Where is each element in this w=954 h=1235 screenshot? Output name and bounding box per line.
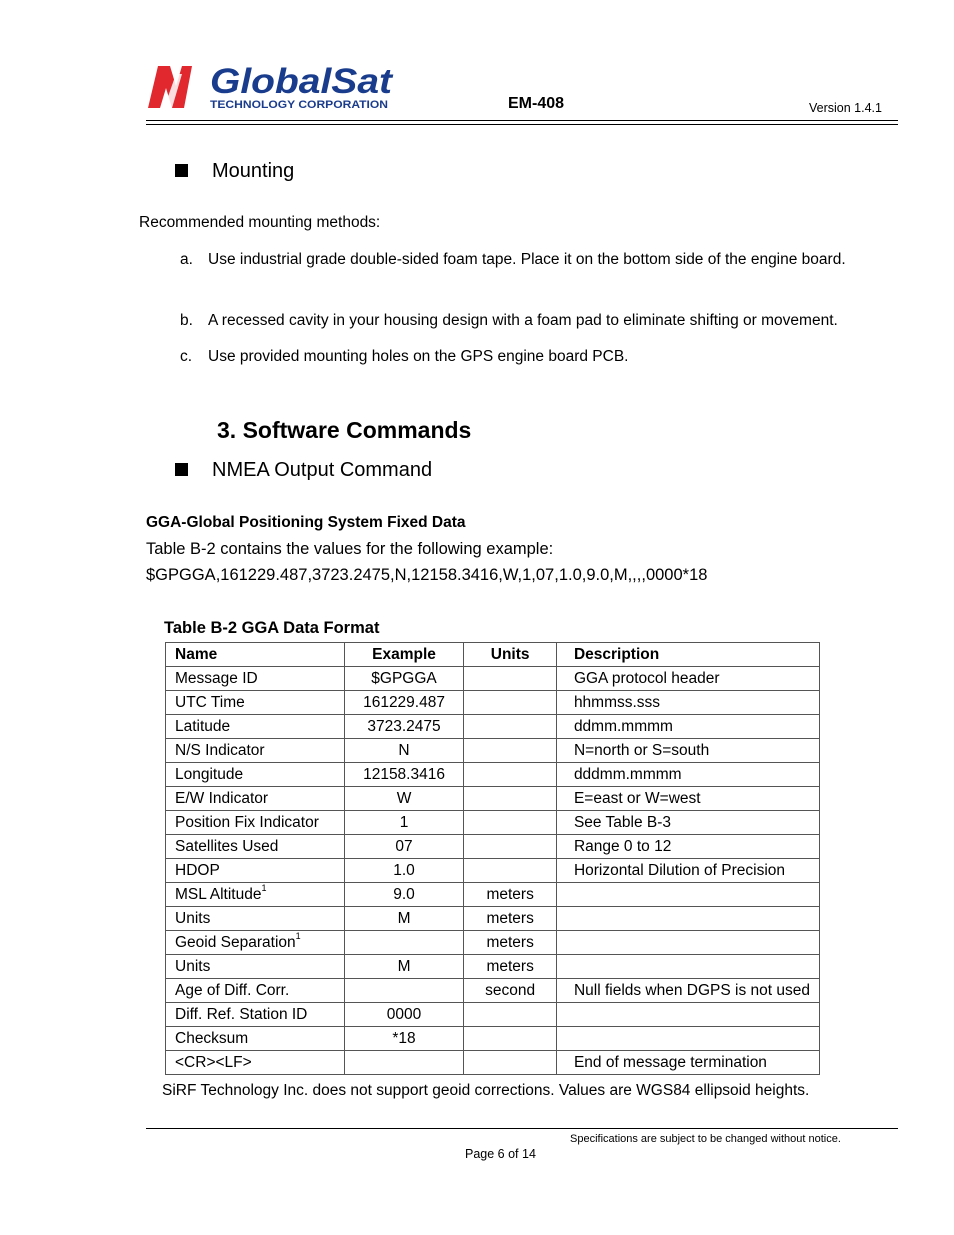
cell-name-text: Units — [175, 957, 211, 975]
gga-example: $GPGGA,161229.487,3723.2475,N,12158.3416,W,1,07,1.0,9.0,M,,,,0000*18 — [146, 566, 708, 584]
table-row — [166, 763, 820, 787]
cell-description: Horizontal Dilution of Precision — [556, 859, 819, 883]
cell-units — [464, 859, 557, 883]
table-row — [166, 1027, 820, 1051]
cell-name-text: Units — [175, 909, 211, 927]
cell-description: See Table B-3 — [556, 811, 819, 835]
cell-name-text: Position Fix Indicator — [175, 813, 319, 831]
list-item — [180, 247, 860, 273]
table-row — [166, 1051, 820, 1075]
cell-name-text: Longitude — [175, 765, 244, 783]
cell-name — [166, 835, 345, 859]
cell-name — [166, 763, 345, 787]
cell-name — [166, 667, 345, 691]
cell-description — [556, 955, 819, 979]
col-header-description: Description — [556, 643, 819, 667]
cell-units — [464, 691, 557, 715]
cell-name-text: <CR><LF> — [175, 1053, 252, 1071]
cell-units — [464, 715, 557, 739]
cell-description: hhmmss.sss — [556, 691, 819, 715]
footnote-marker: 1 — [261, 882, 267, 893]
cell-description — [556, 883, 819, 907]
square-bullet-icon — [175, 463, 188, 476]
cell-units: meters — [464, 931, 557, 955]
cell-name — [166, 907, 345, 931]
mounting-heading: Mounting — [212, 160, 295, 182]
gga-data-table — [165, 642, 820, 1075]
table-row — [166, 1003, 820, 1027]
cell-name-text: E/W Indicator — [175, 789, 269, 807]
cell-name — [166, 883, 345, 907]
cell-description: Range 0 to 12 — [556, 835, 819, 859]
cell-example — [344, 979, 464, 1003]
cell-example: 12158.3416 — [344, 763, 464, 787]
cell-name-text: Checksum — [175, 1029, 249, 1047]
table-row — [166, 979, 820, 1003]
list-text: Use provided mounting holes on the GPS engine board PCB. — [208, 348, 629, 365]
cell-name — [166, 955, 345, 979]
table-row — [166, 715, 820, 739]
cell-description — [556, 1003, 819, 1027]
cell-name — [166, 1003, 345, 1027]
logo-sub-text: TECHNOLOGY CORPORATION — [210, 99, 389, 111]
cell-description: ddmm.mmmm — [556, 715, 819, 739]
cell-units — [464, 1003, 557, 1027]
cell-name — [166, 979, 345, 1003]
cell-name — [166, 931, 345, 955]
cell-units — [464, 1027, 557, 1051]
table-row — [166, 907, 820, 931]
cell-example: 1.0 — [344, 859, 464, 883]
cell-name — [166, 1051, 345, 1075]
cell-name — [166, 715, 345, 739]
cell-name-text: Diff. Ref. Station ID — [175, 1005, 308, 1023]
cell-units — [464, 763, 557, 787]
cell-example: 3723.2475 — [344, 715, 464, 739]
square-bullet-icon — [175, 164, 188, 177]
table-row — [166, 787, 820, 811]
list-marker: b. — [180, 312, 193, 329]
cell-name — [166, 859, 345, 883]
cell-name-text: Message ID — [175, 669, 258, 687]
cell-name-text: Satellites Used — [175, 837, 279, 855]
globalsat-logo — [146, 60, 396, 114]
cell-name-text: N/S Indicator — [175, 741, 265, 759]
list-text: A recessed cavity in your housing design with a foam pad to eliminate shifting or movement. — [208, 312, 838, 329]
list-marker: c. — [180, 348, 193, 365]
table-row — [166, 811, 820, 835]
cell-units — [464, 811, 557, 835]
cell-description: GGA protocol header — [556, 667, 819, 691]
cell-description — [556, 931, 819, 955]
cell-name — [166, 739, 345, 763]
page-number: Page 6 of 14 — [465, 1147, 536, 1161]
header-rule — [146, 120, 898, 121]
cell-name — [166, 1027, 345, 1051]
mounting-intro: Recommended mounting methods: — [139, 214, 381, 231]
doc-title: EM-408 — [508, 95, 565, 112]
col-header-name: Name — [166, 643, 345, 667]
cell-units — [464, 1051, 557, 1075]
cell-example: 9.0 — [344, 883, 464, 907]
cell-example: *18 — [344, 1027, 464, 1051]
doc-version: Version 1.4.1 — [809, 101, 882, 115]
cell-description: End of message termination — [556, 1051, 819, 1075]
cell-name-text: HDOP — [175, 861, 220, 879]
cell-units: second — [464, 979, 557, 1003]
col-header-example: Example — [344, 643, 464, 667]
header-rule-2 — [146, 124, 898, 125]
list-text: Use industrial grade double-sided foam tape. Place it on the bottom side of the engine board. — [208, 251, 846, 268]
cell-description: N=north or S=south — [556, 739, 819, 763]
footer-rule — [146, 1128, 898, 1129]
gga-title: GGA-Global Positioning System Fixed Data — [146, 514, 466, 531]
cell-example: N — [344, 739, 464, 763]
cell-units: meters — [464, 883, 557, 907]
cell-example: M — [344, 955, 464, 979]
cell-name — [166, 691, 345, 715]
cell-name-text: MSL Altitude — [175, 885, 262, 903]
table-row — [166, 931, 820, 955]
table-caption: Table B-2 GGA Data Format — [164, 619, 380, 637]
table-row — [166, 955, 820, 979]
table-header-row — [166, 643, 820, 667]
table-row — [166, 859, 820, 883]
cell-description: Null fields when DGPS is not used — [556, 979, 819, 1003]
table-row — [166, 691, 820, 715]
gga-intro: Table B-2 contains the values for the following example: — [146, 540, 554, 558]
cell-example: M — [344, 907, 464, 931]
cell-description — [556, 907, 819, 931]
list-item — [180, 308, 860, 334]
table-row — [166, 739, 820, 763]
section-heading: 3. Software Commands — [217, 417, 472, 443]
cell-units — [464, 835, 557, 859]
footer-notice: Specifications are subject to be changed without notice. — [570, 1133, 841, 1145]
cell-example: 07 — [344, 835, 464, 859]
cell-example — [344, 1051, 464, 1075]
table-row — [166, 883, 820, 907]
cell-name-text: Geoid Separation — [175, 933, 296, 951]
cell-name-text: UTC Time — [175, 693, 245, 711]
col-header-units: Units — [464, 643, 557, 667]
cell-units — [464, 787, 557, 811]
cell-name — [166, 811, 345, 835]
cell-example: 161229.487 — [344, 691, 464, 715]
cell-description: E=east or W=west — [556, 787, 819, 811]
list-marker: a. — [180, 251, 193, 268]
logo-brand-text: GlobalSat — [210, 62, 394, 101]
cell-example: $GPGGA — [344, 667, 464, 691]
cell-units — [464, 739, 557, 763]
list-item — [180, 344, 860, 370]
table-row — [166, 667, 820, 691]
table-footnote: SiRF Technology Inc. does not support geoid corrections. Values are WGS84 ellipsoid heights. — [162, 1082, 810, 1099]
cell-example: 0000 — [344, 1003, 464, 1027]
cell-description: dddmm.mmmm — [556, 763, 819, 787]
cell-description — [556, 1027, 819, 1051]
cell-name — [166, 787, 345, 811]
cell-units: meters — [464, 907, 557, 931]
footnote-marker: 1 — [295, 930, 301, 941]
cell-units — [464, 667, 557, 691]
nmea-subheading: NMEA Output Command — [212, 459, 433, 481]
cell-example — [344, 931, 464, 955]
cell-name-text: Latitude — [175, 717, 231, 735]
cell-units: meters — [464, 955, 557, 979]
table-row — [166, 835, 820, 859]
cell-name-text: Age of Diff. Corr. — [175, 981, 290, 999]
cell-example: 1 — [344, 811, 464, 835]
cell-example: W — [344, 787, 464, 811]
